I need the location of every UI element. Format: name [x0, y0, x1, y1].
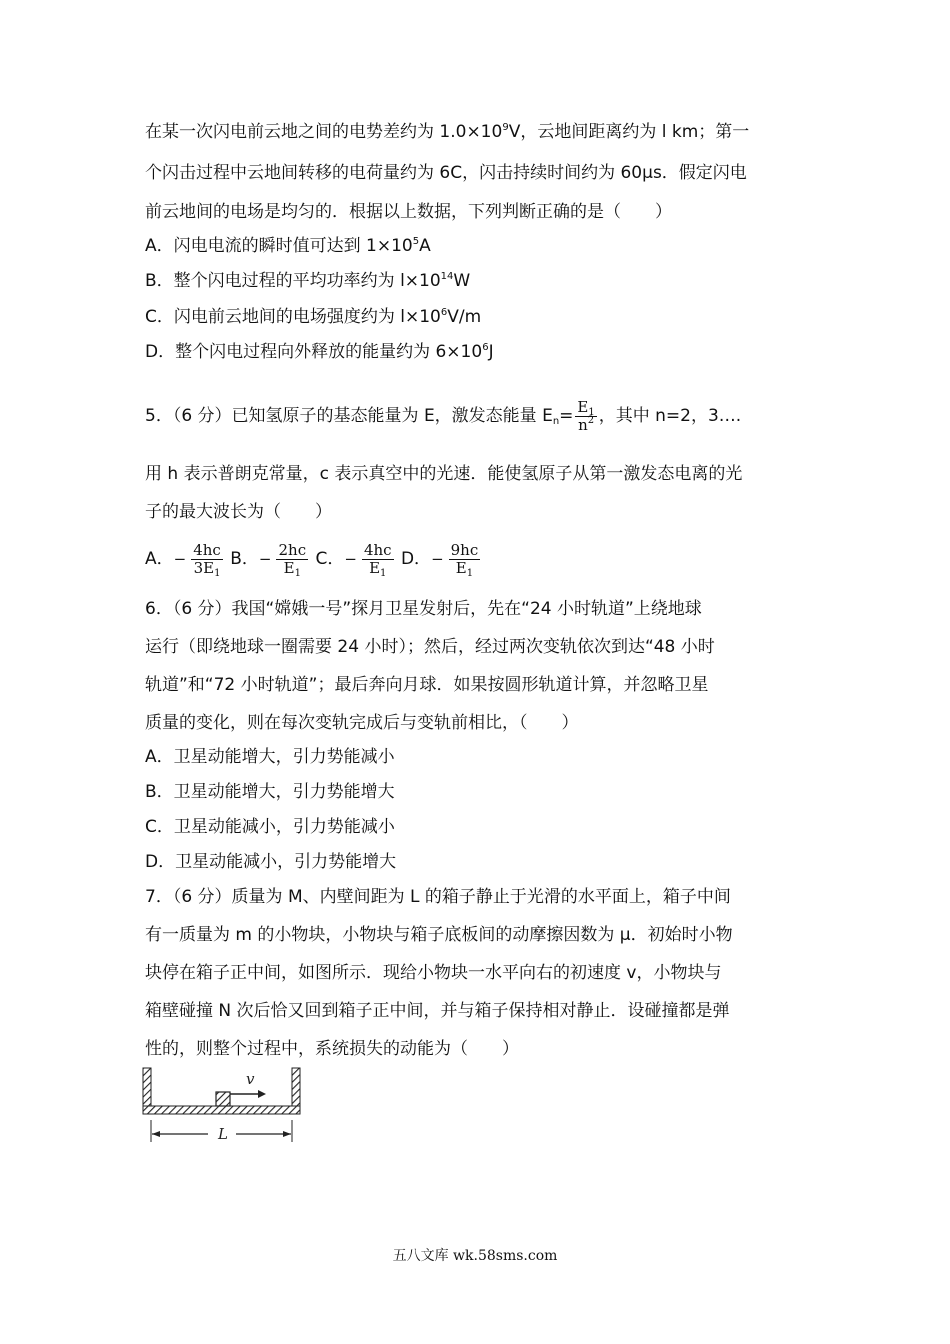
q6-line-4: 质量的变化，则在每次变轨完成后与变轨前相比，（ ）: [145, 713, 579, 733]
q4-option-a: A．闪电电流的瞬时值可达到 $1\times 10^5A$: [145, 236, 431, 256]
q5-option-c: C．− $\frac{4hc}{E_1}$: [315, 540, 392, 579]
q4-option-c: C．闪电前云地间的电场强度约为 $l\times 10^6V/m$: [145, 307, 482, 327]
q5-option-a: A．− $\frac{4hc}{3E_1}$: [145, 540, 221, 579]
box-floor: [143, 1106, 300, 1114]
q5-line-2: 用 h 表示普朗克常量，c 表示真空中的光速．能使氢原子从第一激发态电离的光: [145, 464, 743, 484]
q6-option-a: A．卫星动能增大，引力势能减小: [145, 747, 395, 767]
q5-option-d: D．− $\frac{9hc}{E_1}$: [400, 540, 479, 579]
q6-option-d: D．卫星动能减小，引力势能增大: [145, 852, 397, 872]
small-block: [216, 1092, 230, 1106]
box-diagram: [140, 1064, 310, 1146]
energy-fraction: $\frac{E_1}{n^2}$: [577, 397, 595, 434]
q7-line-3: 块停在箱子正中间，如图所示．现给小物块一水平向右的初速度 v，小物块与: [145, 963, 722, 983]
q5-line-1: 5．（6 分）已知氢原子的基态能量为 E，激发态能量 $E_n=$ $\frac{E_1}{n^2}$ ，其中 n=2，3….: [145, 397, 742, 434]
q6-option-c: C．卫星动能减小，引力势能减小: [145, 817, 395, 837]
q7-line-5: 性的，则整个过程中，系统损失的动能为（ ）: [145, 1039, 519, 1059]
q6-option-b: B．卫星动能增大，引力势能增大: [145, 782, 395, 802]
q4-line-3: 前云地间的电场是均匀的．根据以上数据，下列判断正确的是（ ）: [145, 202, 672, 222]
q7-line-2: 有一质量为 m 的小物块，小物块与箱子底板间的动摩擦因数为 μ．初始时小物: [145, 925, 733, 945]
q4-option-b: B．整个闪电过程的平均功率约为 $l\times 10^{14}W$: [145, 271, 471, 291]
page-footer: 五八文库 wk.58sms.com: [392, 1248, 558, 1264]
q5-line-3: 子的最大波长为（ ）: [145, 502, 332, 522]
velocity-arrowhead: [258, 1090, 266, 1098]
q7-line-4: 箱壁碰撞 N 次后恰又回到箱子正中间，并与箱子保持相对静止．设碰撞都是弹: [145, 1001, 730, 1021]
q6-line-3: 轨道”和“72 小时轨道”；最后奔向月球．如果按圆形轨道计算，并忽略卫星: [145, 675, 709, 695]
q4-line-2: 个闪击过程中云地间转移的电荷量约为 6C，闪击持续时间约为 60μs．假定闪电: [145, 163, 747, 183]
q5-options: [145, 537, 482, 581]
q5-option-b: B．− $\frac{2hc}{E_1}$: [230, 540, 307, 579]
q4-line-1: 在某一次闪电前云地之间的电势差约为 $1.0\times 10^9V$，云地间距离约为 l km；第一: [145, 122, 750, 142]
q7-line-1: 7．（6 分）质量为 M、内壁间距为 L 的箱子静止于光滑的水平面上，箱子中间: [145, 887, 731, 907]
length-label: L: [218, 1125, 228, 1143]
q6-line-1: 6．（6 分）我国“嫦娥一号”探月卫星发射后，先在“24 小时轨道”上绕地球: [145, 599, 702, 619]
velocity-label: v: [246, 1070, 255, 1088]
q4-option-d: D．整个闪电过程向外释放的能量约为 $6\times 10^6J$: [145, 342, 494, 362]
q6-line-2: 运行（即绕地球一圈需要 24 小时）；然后，经过两次变轨依次到达“48 小时: [145, 637, 715, 657]
